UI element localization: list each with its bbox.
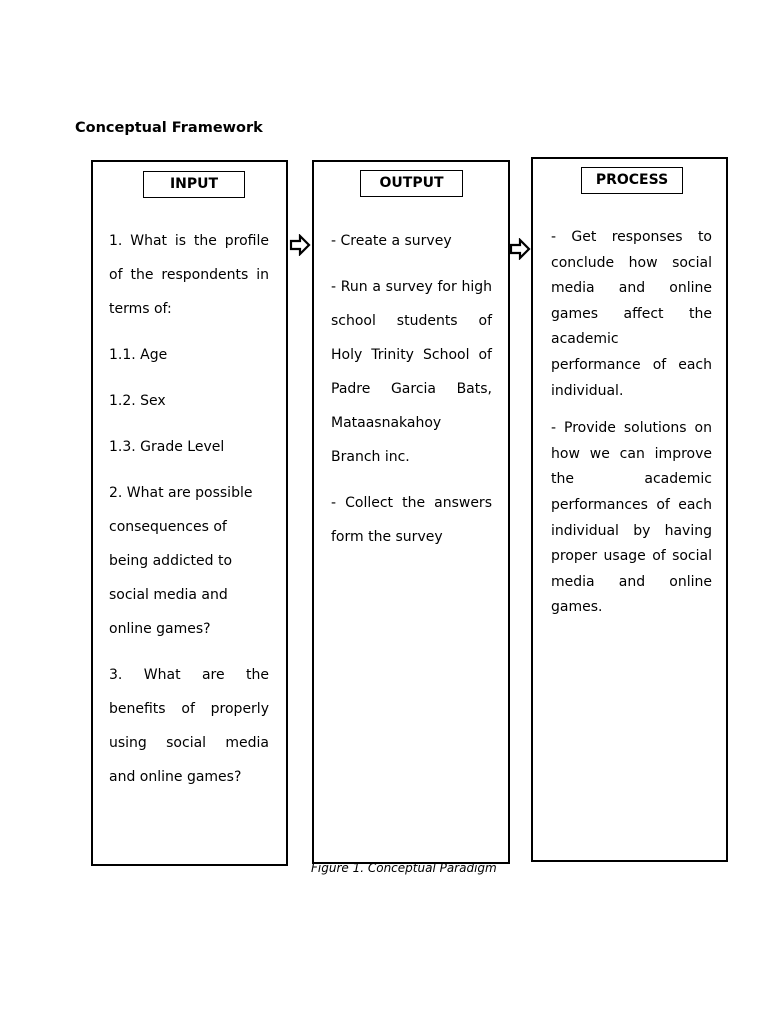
input-item-age: 1.1. Age bbox=[109, 347, 168, 363]
input-item-grade-level: 1.3. Grade Level bbox=[109, 439, 225, 455]
process-body bbox=[551, 225, 712, 633]
input-question-2: 2. What are possible consequences of being addicted to social media and online games? bbox=[109, 485, 253, 637]
output-header: OUTPUT bbox=[360, 170, 463, 197]
process-item-get-responses: - Get responses to conclude how social media and online games affect the academic performance of each individual. bbox=[551, 229, 712, 399]
output-item-run-survey: - Run a survey for high school students of Holy Trinity School of Padre Garcia Bats, Mataasnakahoy Branch inc. bbox=[331, 279, 492, 465]
input-item-sex: 1.2. Sex bbox=[109, 393, 166, 409]
page-title: Conceptual Framework bbox=[75, 120, 263, 136]
process-item-provide-solutions: - Provide solutions on how we can improve the academic performances of each individual by having proper usage of social media and online games. bbox=[551, 420, 712, 616]
process-box bbox=[531, 157, 728, 862]
process-header: PROCESS bbox=[581, 167, 683, 194]
input-question-1: 1. What is the profile of the respondents in terms of: bbox=[109, 233, 269, 317]
figure-caption: Figure 1. Conceptual Paradigm bbox=[311, 861, 497, 875]
input-header: INPUT bbox=[143, 171, 245, 198]
output-body bbox=[331, 224, 492, 566]
output-item-collect-answers: - Collect the answers form the survey bbox=[331, 495, 492, 545]
input-body bbox=[109, 224, 269, 808]
input-box bbox=[91, 160, 288, 866]
output-item-create-survey: - Create a survey bbox=[331, 233, 452, 249]
arrow-right-icon bbox=[289, 234, 311, 256]
input-question-3: 3. What are the benefits of properly using social media and online games? bbox=[109, 667, 269, 785]
output-box bbox=[312, 160, 510, 864]
arrow-right-icon bbox=[509, 238, 531, 260]
